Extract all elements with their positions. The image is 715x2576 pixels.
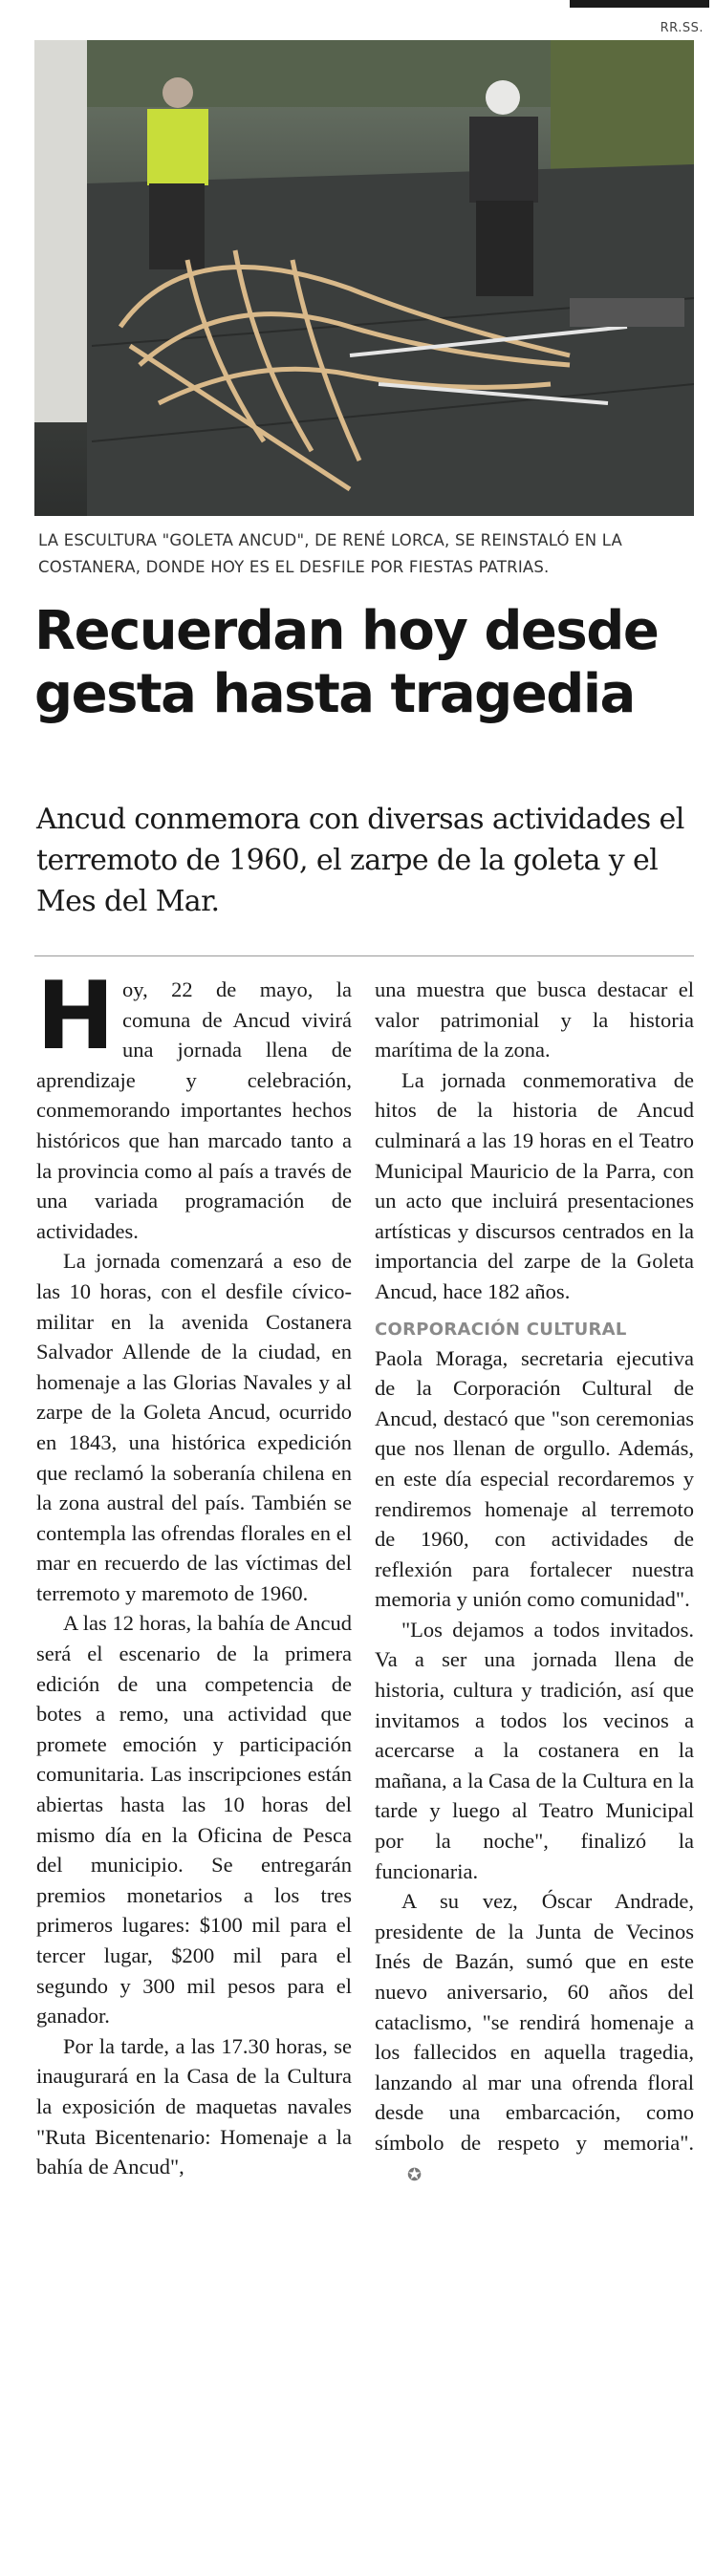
article-paragraph: La jornada comenzará a eso de las 10 horas, con el desfile cívico-militar en la avenida Costanera Salvador Allende de la ciudad, en homenaje a las Glorias Navales y al zarpe de la Goleta Ancud, ocurrido en 1843, una histórica expedición que reclamó la soberanía chilena en la zona austral del país. También se contempla las ofrendas florales en el mar en recuerdo de las víctimas del terremoto y maremoto de 1960. (36, 1249, 352, 1605)
article-paragraph: una muestra que busca destacar el valor patrimonial y la historia marítima de la zona. (375, 977, 694, 1063)
photo-credit: RR.SS. (660, 21, 704, 35)
article-paragraph: A su vez, Óscar Andrade, presidente de la Junta de Vecinos Inés de Bazán, sumó que en este nuevo aniversario, 60 años del cataclismo, "se rendirá homenaje a los fallecidos en aquella tragedia, lanzando al mar una ofrenda floral desde una embarcación, como símbolo de respeto y memoria".✪ (375, 1886, 694, 2190)
article-paragraph: "Los dejamos a todos invitados. Va a ser una jornada llena de historia, cultura y tradición, así que invitamos a todos los vecinos a acercarse a la costanera en la mañana, a la Casa de la Cultura en la tarde y luego al Teatro Municipal por la noche", finalizó la funcionaria. (375, 1617, 694, 1883)
end-mark-icon: ✪ (407, 2164, 422, 2184)
headline: Recuerdan hoy desde gesta hasta tragedia (34, 600, 659, 725)
photo-caption: LA ESCULTURA "GOLETA ANCUD", DE RENÉ LORCA, SE REINSTALÓ EN LA COSTANERA, DONDE HOY ES EL DESFILE POR FIESTAS PATRIAS. (38, 531, 623, 576)
article-column-left (36, 962, 352, 2182)
subheadline: Ancud conmemora con diversas actividades el terremoto de 1960, el zarpe de la goleta y el Mes del Mar. (36, 803, 684, 918)
section-heading: CORPORACIÓN CULTURAL (375, 1319, 627, 1340)
article-paragraph: Por la tarde, a las 17.30 horas, se inaugurará en la Casa de la Cultura la exposición de maquetas navales "Ruta Bicentenario: Homenaje a la bahía de Ancud", (36, 2033, 352, 2179)
article-column-right (375, 975, 694, 2190)
goleta-sculpture-photo (34, 40, 694, 516)
article-paragraph: Hoy, 22 de mayo, la comuna de Ancud vivirá una jornada llena de aprendizaje y celebración, conmemorando importantes hechos históricos que han marcado tanto a la provincia como al país a través de una variada programación de actividades. (36, 962, 352, 1243)
top-bar (570, 0, 709, 8)
article-paragraph: La jornada conmemorativa de hitos de la historia de Ancud culminará a las 19 horas en el Teatro Municipal Mauricio de la Parra, con un acto que incluirá presentaciones artísticas y discursos centrados en la importancia del zarpe de la Goleta Ancud, hace 182 años. (375, 1067, 694, 1303)
divider (34, 955, 694, 956)
article-paragraph: A las 12 horas, la bahía de Ancud será el escenario de la primera edición de una competencia de botes a remo, una actividad que promete emoción y participación comunitaria. Las inscripciones están abiertas hasta las 10 horas del mismo día en la Oficina de Pesca del municipio. Se entregarán premios monetarios a los tres primeros lugares: $100 mil para el tercer lugar, $200 mil para el segundo y 300 mil pesos para el ganador. (36, 1611, 352, 2029)
article-paragraph: Paola Moraga, secretaria ejecutiva de la Corporación Cultural de Ancud, destacó que "son ceremonias que nos llenan de orgullo. Además, en este día especial recordaremos y rendiremos homenaje al terremoto de 1960, con actividades de reflexión para fortalecer nuestra memoria y unión como comunidad". (375, 1345, 694, 1612)
drop-cap: H (36, 962, 116, 1071)
